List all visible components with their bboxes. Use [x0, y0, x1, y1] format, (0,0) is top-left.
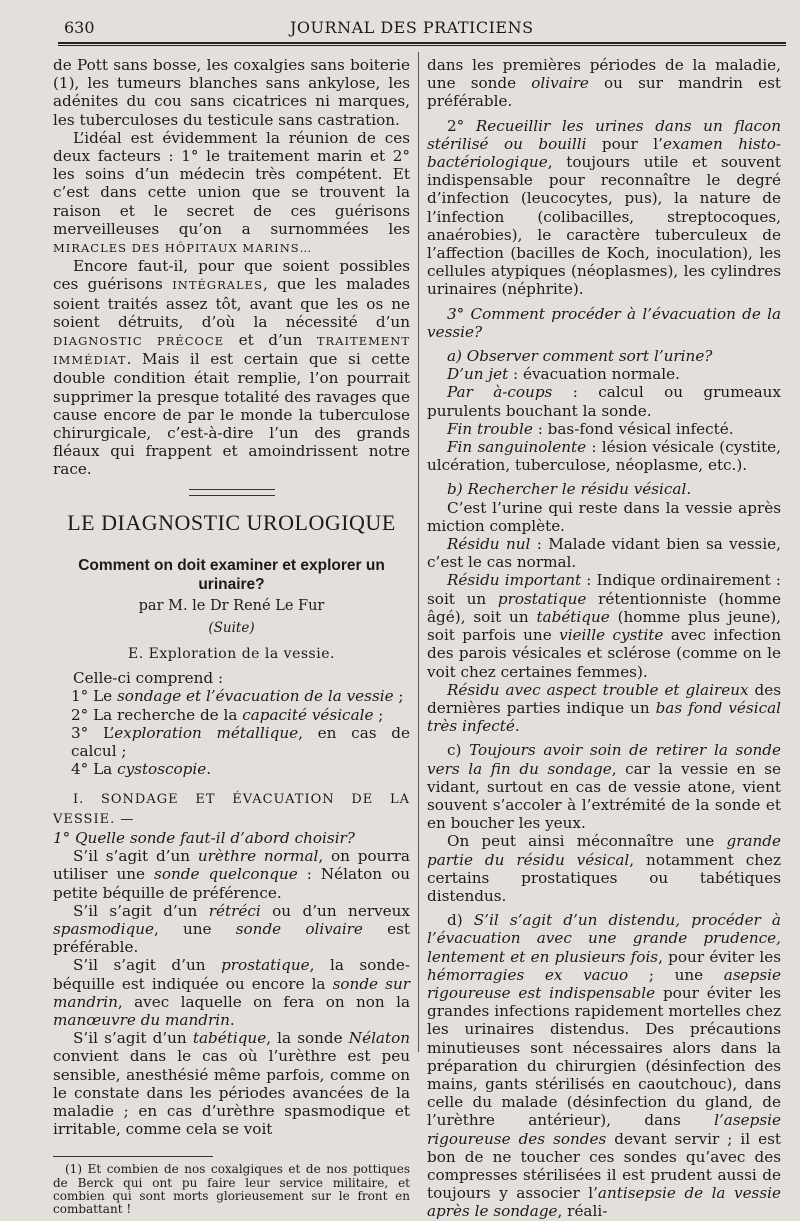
text-run: pour l’ — [586, 134, 663, 153]
item-residu-important — [427, 571, 781, 680]
text-run: ; — [393, 687, 404, 706]
text-run: des dernières parties indique un — [427, 680, 781, 717]
page-number: 630 — [64, 18, 95, 37]
paragraph-continued: de Pott sans bosse, les coxalgies sans boiterie (1), les tumeurs blanches sans ankylose, les adénites du cou sans cicatrices ni marques, les tuberculoses du testicule sans castration. — [53, 56, 410, 129]
text-run: pour éviter les grandes infections rapidement mortelles chez les urinaires distendus. Des précautions minutieuses sont nécessaires alors dans la préparation du chirurgien (désinfection des mains, gants stérilisés en caoutchouc), dans celle du malade (désinfection du gland, de l’urèthre antérieur), dans — [427, 983, 781, 1130]
sondage-question — [53, 829, 410, 847]
italic-run: Toujours avoir soin de retirer la sonde vers la fin du sondage — [427, 741, 781, 778]
text-run: d) — [447, 911, 474, 930]
text-run: avec infection des parois vésicales et sclérose (comme on le voit chez certaines femmes). — [427, 626, 782, 681]
italic-run: antisepsie de la vessie après le sondage — [427, 1184, 781, 1221]
list-item — [71, 724, 410, 760]
paragraph-urethre-normal — [53, 847, 410, 902]
text-run: . — [206, 760, 212, 779]
italic-run: capacité vésicale — [242, 705, 374, 724]
italic-run: urèthre normal — [197, 847, 319, 866]
italic-run: sondage et l’évacuation de la vessie — [117, 687, 394, 706]
text-run: . — [514, 717, 520, 736]
list-item — [71, 687, 410, 705]
paragraph-retirer-sonde — [427, 741, 781, 832]
italic-run: sonde olivaire — [235, 919, 363, 938]
paragraph-prostatique — [53, 956, 410, 1029]
italic-run: tabétique — [536, 607, 610, 626]
footnote: (1) Et combien de nos coxalgiques et de nos pottiques de Berck qui ont pu faire leur service militaire, et combien qui sont morts glorieusement sur le front en combattant ! — [53, 1162, 410, 1216]
italic-run: examen histo-bactériologique — [427, 134, 782, 172]
section-e-heading: E. Exploration de la vessie. — [128, 646, 335, 663]
paragraph-olivaire — [427, 56, 781, 111]
heading-observer — [427, 347, 781, 365]
italic-run: sonde quelconque — [154, 865, 298, 884]
italic-run: tabétique — [192, 1029, 267, 1048]
sondage-title: I. SONDAGE ET ÉVACUATION DE LA VESSIE. — — [53, 791, 410, 827]
text-run: : Malade vidant bien sa vessie, c’est le cas normal. — [427, 535, 781, 572]
paragraph-ideal — [53, 129, 410, 257]
text-run: S’il s’agit d’un — [73, 956, 222, 975]
heading-residu — [427, 480, 781, 498]
article-suite: (Suite) — [208, 619, 255, 636]
text-run: S’il s’agit d’un — [73, 1029, 193, 1048]
text-run: , la sonde — [266, 1029, 349, 1048]
text-run: 2° — [447, 116, 476, 135]
text-run: c) — [447, 741, 470, 760]
text-run: 3° L’ — [71, 723, 115, 742]
italic-run: Résidu important — [447, 571, 582, 590]
text-run: S’il s’agit d’un — [73, 847, 198, 866]
text-run: ou sur mandrin est préférable. — [427, 74, 781, 111]
text-run: . — [229, 1010, 235, 1029]
italic-run: vieille cystite — [559, 626, 664, 645]
italic-run: Résidu avec aspect trouble et glaireux — [447, 680, 749, 699]
italic-run: D’un jet — [447, 365, 509, 384]
paragraph-meconnaitre — [427, 832, 781, 905]
italic-run: grande partie du résidu vésical — [427, 832, 781, 869]
evacuation-question: 3° Comment procéder à l’évacuation de la vessie? — [427, 304, 781, 341]
italic-run: asepsie rigoureuse est indispensable — [427, 965, 781, 1002]
italic-run: sonde sur mandrin — [53, 974, 410, 1011]
paragraph-distendu — [427, 911, 781, 1220]
list-item — [71, 760, 410, 778]
italic-run: manœuvre du mandrin — [53, 1010, 230, 1029]
item-acoups — [427, 383, 781, 419]
text-run: 1° Le — [71, 687, 117, 706]
text-run: , notamment chez certains prostatiques ou tabétiques distendus. — [427, 850, 781, 905]
text-run: , pour éviter les — [658, 947, 781, 966]
text-run: et d’un — [224, 331, 317, 350]
italic-run: spasmodique — [53, 919, 154, 938]
text-run: : bas-fond vésical infecté. — [532, 419, 734, 438]
italic-run: Recueillir les urines dans un flacon stérilisé ou bouilli — [427, 116, 781, 153]
text-run: , toujours utile et souvent indispensable pour reconnaître le degré d’infection (leucocytes, pus), la nature de l’infection (colibacilles, streptocoques, anaérobies), le caractère tuberculeux de l’affection (bacilles de Koch, inoculation), les cellules atypiques (néoplasmes), les cylindres urinaires (néphrite). — [427, 153, 781, 299]
section-separator — [189, 489, 275, 496]
text-run: dans les premières périodes de la maladie, une sonde — [427, 56, 781, 93]
paragraph-tabetique — [53, 1029, 410, 1138]
text-run: devant servir ; il est bon de ne toucher ces sondes qu’avec des compresses stérilisées il est prudent aussi de toujours y associer l’ — [427, 1129, 781, 1203]
italic-run: Résidu nul — [447, 535, 531, 554]
text-run: , car la vessie en se vidant, surtout en cas de vessie atone, vient souvent s’accoler à l’extrémité de la sonde et en boucher les yeux. — [427, 759, 781, 833]
text-run: : calcul ou grumeaux purulents bouchant la sonde. — [427, 383, 781, 420]
text-run: convient dans le cas où l’urèthre est peu sensible, anesthésié même parfois, comme on le constate dans les périodes avancées de la maladie ; en cas d’urèthre spasmodique et irritable, comme cela se voit — [53, 1047, 410, 1139]
italic-run: Par à-coups — [447, 383, 553, 402]
italic-run: Nélaton — [348, 1029, 411, 1048]
text-run: On peut ainsi méconnaître une — [447, 832, 727, 851]
text-run: (homme plus jeune), soit parfois une — [427, 607, 782, 645]
text-run: : lésion vésicale (cystite, ulcération, tuberculose, néoplasme, etc.). — [427, 438, 781, 475]
item-fin-trouble — [427, 420, 781, 438]
text-run: , que les malades soient traités assez tôt, avant que les os ne soient détruits, d’où la nécessité d’un — [53, 275, 410, 331]
journal-title: JOURNAL DES PRATICIENS — [290, 18, 534, 37]
observer-question: a) Observer comment sort l’urine? — [447, 347, 713, 366]
article-author: par M. le Dr René Le Fur — [138, 597, 325, 614]
text-run: est préférable. — [53, 919, 410, 957]
paragraph-recueillir — [427, 117, 781, 299]
text-run: S’il s’agit d’un — [73, 901, 209, 920]
paragraph-residu-def: C’est l’urine qui reste dans la vessie après miction complète. — [427, 498, 781, 535]
text-run: ; une — [628, 965, 724, 984]
italic-run: olivaire — [531, 74, 589, 93]
text-run: Encore faut-il, pour que soient possibles ces guérisons — [53, 257, 410, 294]
left-column — [53, 56, 410, 1216]
column-divider — [418, 52, 419, 1052]
text-run: , la sonde-béquille est indiquée ou encore la — [53, 956, 410, 993]
right-column — [427, 56, 781, 1221]
text-run: , une — [153, 919, 236, 938]
text-run: : Indique ordinairement : soit un — [427, 571, 781, 608]
italic-run: Fin trouble — [447, 419, 533, 438]
item-residu-nul — [427, 535, 781, 571]
text-run: : Nélaton ou petite béquille de préférence. — [53, 865, 410, 902]
text-run: 4° La — [71, 760, 118, 779]
section-title: LE DIAGNOSTIC UROLOGIQUE — [67, 509, 396, 535]
item-residu-aspect — [427, 681, 781, 736]
comprend-line: Celle-ci comprend : — [73, 669, 224, 688]
text-run: . Mais il est certain que si cette double condition était remplie, l’on pourrait supprimer la presque totalité des ravages que cause encore de par le monde la tuberculose chirurgicale, c’est-à-dire l’un des grands fléaux qui frappent et amoindrissent notre race. — [53, 350, 410, 479]
text-run: , en cas de calcul ; — [71, 723, 410, 761]
italic-run: l’asepsie rigoureuse des sondes — [427, 1111, 781, 1148]
item-jet — [427, 365, 781, 383]
italic-run: Fin sanguinolente — [447, 438, 587, 457]
italic-run: rétréci — [208, 901, 261, 920]
text-run: , on pourra utiliser une — [53, 847, 410, 884]
paragraph-retreci — [53, 902, 410, 957]
header-rule — [58, 42, 786, 44]
text-run: ou d’un nerveux — [260, 901, 410, 920]
text-run: 2° La recherche de la — [71, 705, 243, 724]
heading-evacuation — [427, 305, 781, 341]
italic-run: prostatique — [221, 956, 310, 975]
text-run: ; — [373, 705, 384, 724]
sondage-heading — [53, 789, 410, 829]
footnote-rule — [53, 1156, 213, 1157]
text-run: : évacuation normale. — [508, 365, 680, 384]
sondage-question-text: 1° Quelle sonde faut-il d’abord choisir? — [53, 828, 355, 847]
procedure-list — [71, 687, 410, 778]
smallcaps-run: DIAGNOSTIC PRÉCOCE — [53, 334, 225, 349]
text-run: , avec laquelle on fera on non la — [117, 992, 410, 1011]
smallcaps-run: TRAITEMENT IMMÉDIAT — [53, 334, 410, 368]
ideal-smallcaps: MIRACLES DES HÔPITAUX MARINS… — [53, 241, 313, 256]
italic-run: cystoscopie — [117, 760, 207, 779]
text-run: , réali- — [557, 1202, 608, 1221]
italic-run: bas fond vésical très infecté — [427, 698, 781, 736]
paragraph-encore — [53, 257, 410, 478]
list-item — [71, 706, 410, 724]
smallcaps-run: INTÉGRALES — [172, 278, 263, 293]
italic-run: prostatique — [497, 589, 587, 608]
residu-question: b) Rechercher le résidu vésical. — [447, 480, 692, 499]
text-run: rétentionniste (homme âgé), soit un — [427, 589, 781, 626]
header-rule-thin — [58, 45, 786, 46]
italic-run: S’il s’agit d’un distendu, procéder à l’évacuation avec une grande prudence, lentement et en plusieurs fois — [427, 911, 781, 966]
ideal-text: L’idéal est évidemment la réunion de ces deux facteurs : 1° le traitement marin et 2° les soins d’un médecin très compétent. Et c’est dans cette union que se trouvent la raison et le secret de ces guérisons merveilleuses qu’on a surnommées les — [53, 128, 410, 238]
article-subtitle: Comment on doit examiner et explorer un urinaire? — [78, 556, 385, 593]
italic-run: hémorragies ex vacuo — [427, 965, 629, 984]
item-fin-sanguinolente — [427, 438, 781, 474]
italic-run: exploration métallique — [114, 723, 299, 742]
